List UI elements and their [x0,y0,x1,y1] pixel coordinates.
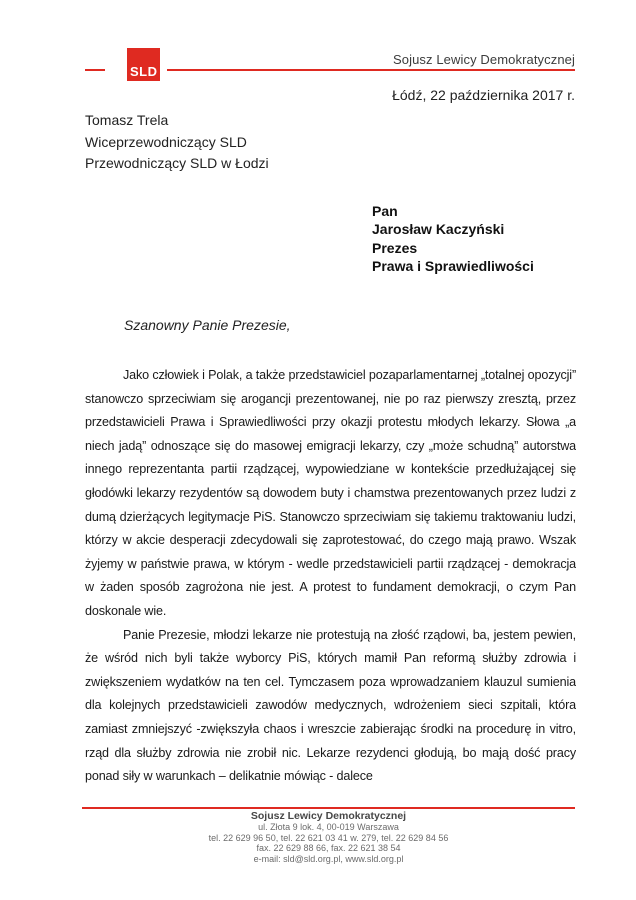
header-rule-left-segment [85,69,105,71]
footer-org-name: Sojusz Lewicy Demokratycznej [250,810,407,822]
footer-email-web: e-mail: sld@sld.org.pl, www.sld.org.pl [253,853,404,864]
sld-logo [127,48,160,81]
salutation: Szanowny Panie Prezesie, [124,317,291,333]
letter-body [85,364,576,806]
recipient-name: Jarosław Kaczyński [372,221,505,238]
body-paragraph-1: Jako człowiek i Polak, a także przedstawiciel pozaparlamentarnej „totalnej opozycji” stanowczo sprzeciwiam się arogancji prezentowanej, nie po raz pierwszy zresztą, przez przedstawicieli Prawa i Sprawiedliwości przy okazji protestu młodych lekarzy. Słowa „a niech jadą” odnoszące się do masowej emigracji lekarzy, czy „może schudną” autorstwa innego reprezentanta partii rządzącej, wypowiedziane w kontekście przedłużającej się głodówki lekarzy rezydentów są dowodem buty i chamstwa prezentowanych przez ludzi z dumą dzierżących legitymacje PiS. Stanowczo sprzeciwiam się takiemu traktowaniu ludzi, którzy w akcie desperacji zdecydowali się zaprotestować, do czego mają prawo. Wszak żyjemy w państwie prawa, w którym - wedle przedstawicieli partii rządzącej - demokracja w żaden sposób zagrożona nie jest. A protest to fundament demokracji, o czym Pan doskonale wie. [85,368,576,618]
recipient-honorific: Pan [372,203,398,219]
body-paragraph-2: Panie Prezesie, młodzi lekarze nie protestują na złość rządowi, ba, jestem pewien, że wśród nich byli także wyborcy PiS, których mamił Pan reformą służby zdrowia i zwiększeniem wydatków na ten cel. Tymczasem poza wprowadzaniem klauzul sumienia dla kolejnych przedstawicieli zawodów medycznych, wdrożeniem sieci szpitali, która zamiast zmniejszyć -zwiększyła chaos i wreszcie zabierając środki na procedurę in vitro, rząd dla służby zdrowia nie zrobił nic. Lekarze rezydenci głodują, bo mają dość pracy ponad siły w warunkach – delikatnie mówiąc - dalece [85,627,576,784]
sender-name: Tomasz Trela [85,112,169,128]
sender-title-1: Wiceprzewodniczący SLD [85,133,247,150]
recipient-block [372,202,534,276]
footer-address: ul. Złota 9 lok. 4, 00-019 Warszawa [258,822,399,832]
footer-block [82,811,575,864]
date-line: Łódź, 22 października 2017 r. [392,87,575,103]
recipient-role: Prezes [372,239,418,256]
sender-block [85,110,269,175]
recipient-org: Prawa i Sprawiedliwości [372,258,534,275]
sender-title-2: Przewodniczący SLD w Łodzi [85,155,269,172]
footer-phones: tel. 22 629 96 50, tel. 22 621 03 41 w. 279, tel. 22 629 84 56 [208,832,449,843]
footer-rule [82,807,575,809]
footer-fax: fax. 22 629 88 66, fax. 22 621 38 54 [256,843,401,853]
sld-logo-text: SLD [130,64,158,79]
header-rule-main [167,69,575,71]
header-org-name: Sojusz Lewicy Demokratycznej [393,52,575,67]
